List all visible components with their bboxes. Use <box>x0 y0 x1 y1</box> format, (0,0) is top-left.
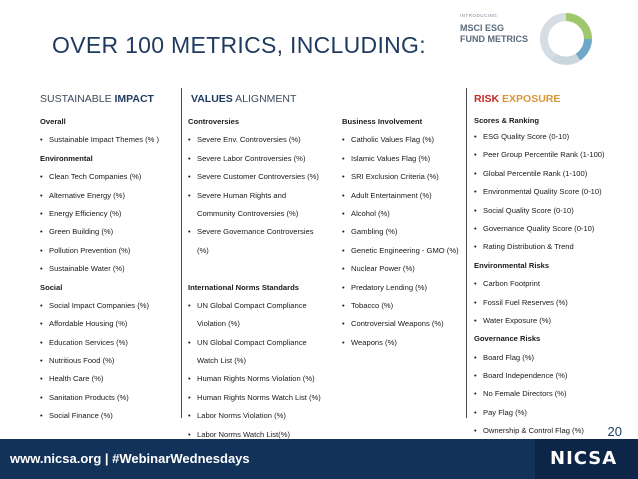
nicsa-logo: NICSA <box>550 448 618 469</box>
list-item: • Severe Human Rights and <box>188 187 321 205</box>
list-item: • SRI Exclusion Criteria (%) <box>342 168 459 186</box>
list-item: • Governance Quality Score (0-10) <box>474 220 605 238</box>
list-item: • Gambling (%) <box>342 223 459 241</box>
list-item-continued: Community Controversies (%) <box>197 208 299 218</box>
page-number: 20 <box>607 424 622 439</box>
badge-line-1: MSCI ESG <box>460 23 505 33</box>
controversies-column <box>188 113 321 444</box>
list-item: • Severe Env. Controversies (%) <box>188 131 321 149</box>
heading-exposure-text: EXPOSURE <box>499 93 561 105</box>
badge-line-2: FUND METRICS <box>460 34 528 44</box>
list-item: • Nutritious Food (%) <box>40 352 159 370</box>
list-item: • Ownership & Control Flag (%) <box>474 422 605 440</box>
badge-small-text: INTRODUCING <box>460 13 498 18</box>
badge-ring-icon <box>540 8 592 70</box>
list-item: • Energy Efficiency (%) <box>40 205 159 223</box>
list-item: • Sustainable Impact Themes (% ) <box>40 131 159 149</box>
list-item: • Green Building (%) <box>40 223 159 241</box>
list-item: • Water Exposure (%) <box>474 312 605 330</box>
footer-bar <box>0 439 638 479</box>
list-item: • Peer Group Percentile Rank (1-100) <box>474 146 605 164</box>
list-item: • Health Care (%) <box>40 370 159 388</box>
section-environmental: Environmental <box>40 153 93 163</box>
section-environmental-risks: Environmental Risks <box>474 260 550 270</box>
section-scores-ranking: Scores & Ranking <box>474 116 539 125</box>
section-overall: Overall <box>40 117 66 126</box>
section-international-norms: International Norms Standards <box>188 282 299 292</box>
business-involvement-column <box>342 113 459 352</box>
list-item: • Human Rights Norms Violation (%) <box>188 370 321 388</box>
list-item: • Pollution Prevention (%) <box>40 242 159 260</box>
list-item: • Severe Labor Controversies (%) <box>188 150 321 168</box>
list-item: • No Female Directors (%) <box>474 385 605 403</box>
list-item: • Tobacco (%) <box>342 297 459 315</box>
list-item-continued: Violation (%) <box>197 319 240 329</box>
list-item: • Environmental Quality Score (0-10) <box>474 183 605 201</box>
column-divider-left <box>181 88 182 418</box>
spacer <box>188 260 321 278</box>
list-item: • Predatory Lending (%) <box>342 279 459 297</box>
footer-url: www.nicsa.org | #WebinarWednesdays <box>10 451 250 466</box>
list-item: • Labor Norms Violation (%) <box>188 407 321 425</box>
list-item: • Islamic Values Flag (%) <box>342 150 459 168</box>
list-item: • Labor Norms Watch List(%) <box>188 426 321 444</box>
list-item: • Adult Entertainment (%) <box>342 187 459 205</box>
list-item: • Education Services (%) <box>40 334 159 352</box>
list-item: • Nuclear Power (%) <box>342 260 459 278</box>
list-item: • Rating Distribution & Trend <box>474 238 605 256</box>
list-item-continued: Watch List (%) <box>197 356 247 366</box>
list-item: • ESG Quality Score (0-10) <box>474 128 605 146</box>
heading-alignment-text: ALIGNMENT <box>232 93 297 105</box>
list-item: • Affordable Housing (%) <box>40 315 159 333</box>
heading-risk-text: RISK <box>474 93 500 105</box>
list-item: • Board Independence (%) <box>474 367 605 385</box>
list-item: • Alternative Energy (%) <box>40 187 159 205</box>
list-item: • Social Impact Companies (%) <box>40 297 159 315</box>
list-item: • Sanitation Products (%) <box>40 389 159 407</box>
column-divider-right <box>466 88 467 418</box>
heading-sustainable-impact <box>40 93 154 105</box>
list-item: • Genetic Engineering - GMO (%) <box>342 242 459 260</box>
list-item: • Weapons (%) <box>342 334 459 352</box>
section-business-involvement: Business Involvement <box>342 117 423 126</box>
heading-sustainable-text: SUSTAINABLE <box>40 93 115 105</box>
list-item: • Pay Flag (%) <box>474 404 605 422</box>
list-item: • Sustainable Water (%) <box>40 260 159 278</box>
list-item: • Board Flag (%) <box>474 349 605 367</box>
heading-values-text: VALUES <box>191 93 233 105</box>
list-item: • Severe Governance Controversies <box>188 223 321 241</box>
section-governance-risks: Governance Risks <box>474 334 541 344</box>
heading-values-alignment <box>191 93 296 105</box>
list-item: • Global Percentile Rank (1-100) <box>474 165 605 183</box>
risk-exposure-column <box>474 113 605 459</box>
heading-impact-text: IMPACT <box>114 93 154 105</box>
list-item: • Fossil Fuel Reserves (%) <box>474 294 605 312</box>
list-item: • Severe Customer Controversies (%) <box>188 168 321 186</box>
section-social: Social <box>40 282 63 292</box>
heading-risk-exposure <box>474 93 560 105</box>
msci-esg-badge <box>452 8 592 70</box>
badge-title <box>460 23 528 45</box>
list-item: • Controversial Weapons (%) <box>342 315 459 333</box>
section-controversies: Controversies <box>188 117 240 126</box>
list-item: • Social Quality Score (0-10) <box>474 202 605 220</box>
list-item: • Carbon Footprint <box>474 275 605 293</box>
list-item: • UN Global Compact Compliance <box>188 297 321 315</box>
list-item: • Human Rights Norms Watch List (%) <box>188 389 321 407</box>
list-item-continued: (%) <box>197 245 209 255</box>
sustainable-impact-column <box>40 113 159 426</box>
list-item: • Catholic Values Flag (%) <box>342 131 459 149</box>
list-item: • Alcohol (%) <box>342 205 459 223</box>
list-item: • UN Global Compact Compliance <box>188 334 321 352</box>
list-item: • Clean Tech Companies (%) <box>40 168 159 186</box>
slide-title: OVER 100 METRICS, INCLUDING: <box>52 32 426 58</box>
list-item: • Social Finance (%) <box>40 407 159 425</box>
